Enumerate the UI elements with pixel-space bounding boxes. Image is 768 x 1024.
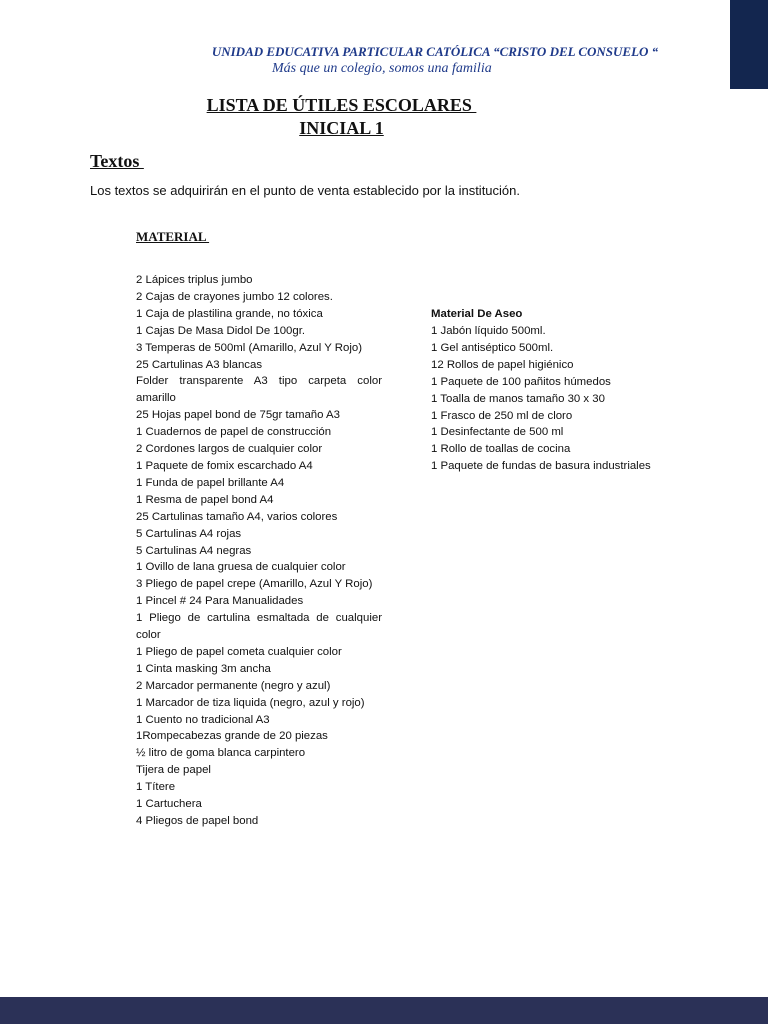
list-item: 1 Gel antiséptico 500ml. [431,341,554,354]
list-item: 4 Pliegos de papel bond [136,815,259,827]
list-item: 1 Rollo de toallas de cocina [431,443,571,456]
document-subtitle: INICIAL 1 [299,118,384,138]
materials-list [136,272,382,830]
list-item: 1 Pliego de cartulina esmaltada de cualquier color [136,612,382,642]
list-item: 1 Paquete de 100 pañitos húmedos [431,375,611,388]
texts-note: Los textos se adquirirán en el punto de venta establecido por la institución. [90,183,520,198]
material-heading: MATERIAL [136,229,210,244]
list-item: 1 Toalla de manos tamaño 30 x 30 [431,392,605,405]
list-item: 12 Rollos de papel higiénico [431,358,574,371]
hygiene-list [431,323,721,475]
list-item: 25 Cartulinas A3 blancas [136,358,263,371]
list-item: 25 Hojas papel bond de 75gr tamaño A3 [136,409,340,422]
list-item: 1 Pincel # 24 Para Manualidades [136,595,304,608]
list-item: 1 Paquete de fundas de basura industriales [431,460,651,473]
list-item: 3 Temperas de 500ml (Amarillo, Azul Y Rojo) [136,341,363,354]
list-item: 1 Títere [136,781,176,794]
list-item: 1 Caja de plastilina grande, no tóxica [136,307,323,320]
list-item: 1 Funda de papel brillante A4 [136,476,285,489]
list-item: 1 Cinta masking 3m ancha [136,662,271,675]
list-item: 3 Pliego de papel crepe (Amarillo, Azul Y Rojo) [136,578,373,591]
list-item: 1Rompecabezas grande de 20 piezas [136,730,328,743]
list-item: 2 Lápices triplus jumbo [136,274,253,286]
list-item: Folder transparente A3 tipo carpeta color amarillo [136,375,382,405]
document-title: LISTA DE ÚTILES ESCOLARES [206,95,477,115]
list-item: 1 Pliego de papel cometa cualquier color [136,645,342,658]
list-item: 2 Cajas de crayones jumbo 12 colores. [136,290,333,303]
list-item: 1 Paquete de fomix escarchado A4 [136,459,313,472]
list-item: 5 Cartulinas A4 rojas [136,527,242,540]
list-item: 2 Cordones largos de cualquier color [136,443,323,456]
list-item: 1 Cuento no tradicional A3 [136,713,270,726]
list-item: 1 Marcador de tiza liquida (negro, azul y rojo) [136,696,365,709]
texts-heading: Textos [90,151,144,171]
school-motto: Más que un colegio, somos una familia [272,61,492,76]
list-item: ½ litro de goma blanca carpintero [136,747,306,760]
list-item: 1 Desinfectante de 500 ml [431,426,564,439]
list-item: 1 Cartuchera [136,798,202,811]
list-item: 1 Jabón líquido 500ml. [431,325,546,337]
list-item: 1 Cajas De Masa Didol De 100gr. [136,324,306,337]
list-item: 1 Resma de papel bond A4 [136,493,274,506]
footer-bar [0,997,768,1024]
list-item: 1 Ovillo de lana gruesa de cualquier color [136,561,346,574]
list-item: 5 Cartulinas A4 negras [136,544,252,557]
corner-decoration-block [730,0,768,89]
school-name: UNIDAD EDUCATIVA PARTICULAR CATÓLICA “CRISTO DEL CONSUELO “ [211,44,659,59]
hygiene-heading: Material De Aseo [431,308,523,320]
list-item: Tijera de papel [136,764,211,777]
list-item: 2 Marcador permanente (negro y azul) [136,679,331,692]
list-item: 1 Cuadernos de papel de construcción [136,426,332,439]
list-item: 1 Frasco de 250 ml de cloro [431,409,573,422]
list-item: 25 Cartulinas tamaño A4, varios colores [136,510,338,523]
